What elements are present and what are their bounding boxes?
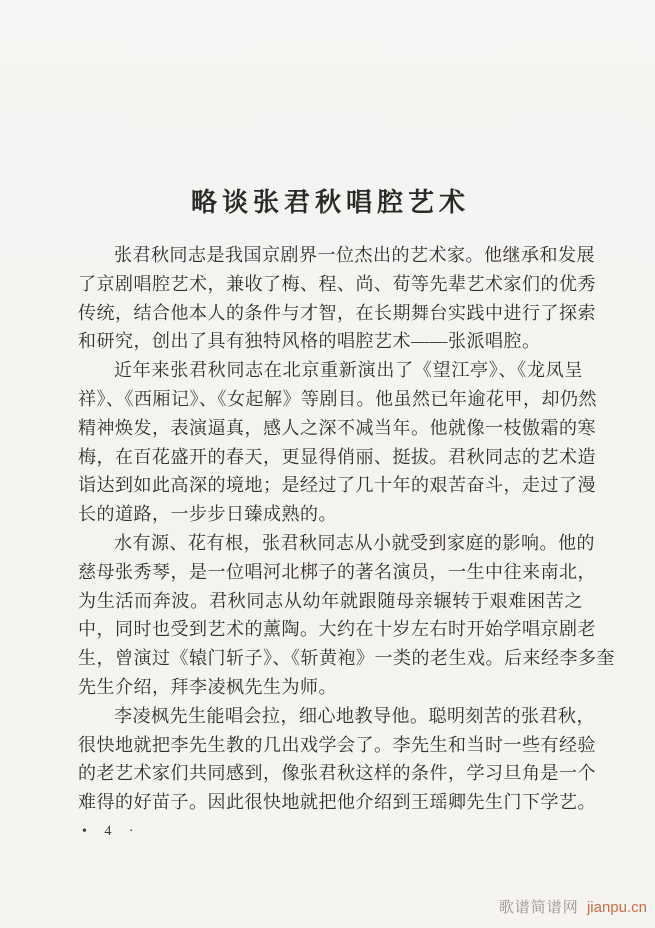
text-line: 张君秋同志是我国京剧界一位杰出的艺术家。他继承和发展 [114, 245, 595, 265]
text-line: 先生介绍，拜李凌枫先生为师。 [78, 676, 337, 697]
watermark-site-url: jianpu.cn [586, 899, 647, 916]
text-line: 了京剧唱腔艺术，兼收了梅、程、尚、荀等先辈艺术家们的优秀 [78, 273, 596, 294]
page-number: • 4 · [82, 824, 141, 839]
text-line: 很快地就把李先生教的几出戏学会了。李先生和当时一些有经验 [78, 734, 596, 755]
watermark-site-name: 歌谱简谱网 [498, 899, 579, 916]
text-line: 近年来张君秋同志在北京重新演出了《望江亭》、《龙凤呈 [114, 360, 583, 381]
text-line: 长的道路，一步步日臻成熟的。 [78, 504, 337, 525]
watermark [499, 896, 647, 917]
text-line: 李凌枫先生能唱会拉，细心地教导他。聪明刻苦的张君秋， [114, 705, 595, 726]
text-line: 梅，在百花盛开的春天，更显得俏丽、挺拔。君秋同志的艺术造 [78, 446, 596, 467]
text-line: 和研究，创出了具有独特风格的唱腔艺术——张派唱腔。 [78, 331, 541, 352]
text-line: 难得的好苗子。因此很快地就把他介绍到王瑶卿先生门下学艺。 [78, 792, 596, 813]
text-line: 诣达到如此高深的境地；是经过了几十年的艰苦奋斗，走过了漫 [78, 475, 596, 496]
text-line: 传统，结合他本人的条件与才智，在长期舞台实践中进行了探索 [78, 302, 596, 323]
text-line: 水有源、花有根，张君秋同志从小就受到家庭的影响。他的 [114, 532, 595, 553]
text-line: 祥》、《西厢记》、《女起解》等剧目。他虽然已年逾花甲，却仍然 [78, 388, 597, 409]
text-line: 慈母张秀琴，是一位唱河北梆子的著名演员，一生中往来南北， [78, 561, 596, 582]
text-line: 为生活而奔波。君秋同志从幼年就跟随母亲辗转于艰难困苦之 [78, 590, 583, 611]
text-line: 生，曾演过《辕门斩子》、《斩黄袍》一类的老生戏。后来经李多奎 [78, 648, 615, 669]
text-line: 的老艺术家们共同感到，像张君秋这样的条件，学习旦角是一个 [78, 763, 596, 784]
text-line: 中，同时也受到艺术的薰陶。大约在十岁左右时开始学唱京剧老 [78, 619, 596, 640]
text-line: 精神焕发，表演逼真，感人之深不减当年。他就像一枝傲霜的寒 [78, 417, 596, 438]
body-text [78, 241, 615, 817]
page-title: 略谈张君秋唱腔艺术 [190, 188, 470, 217]
